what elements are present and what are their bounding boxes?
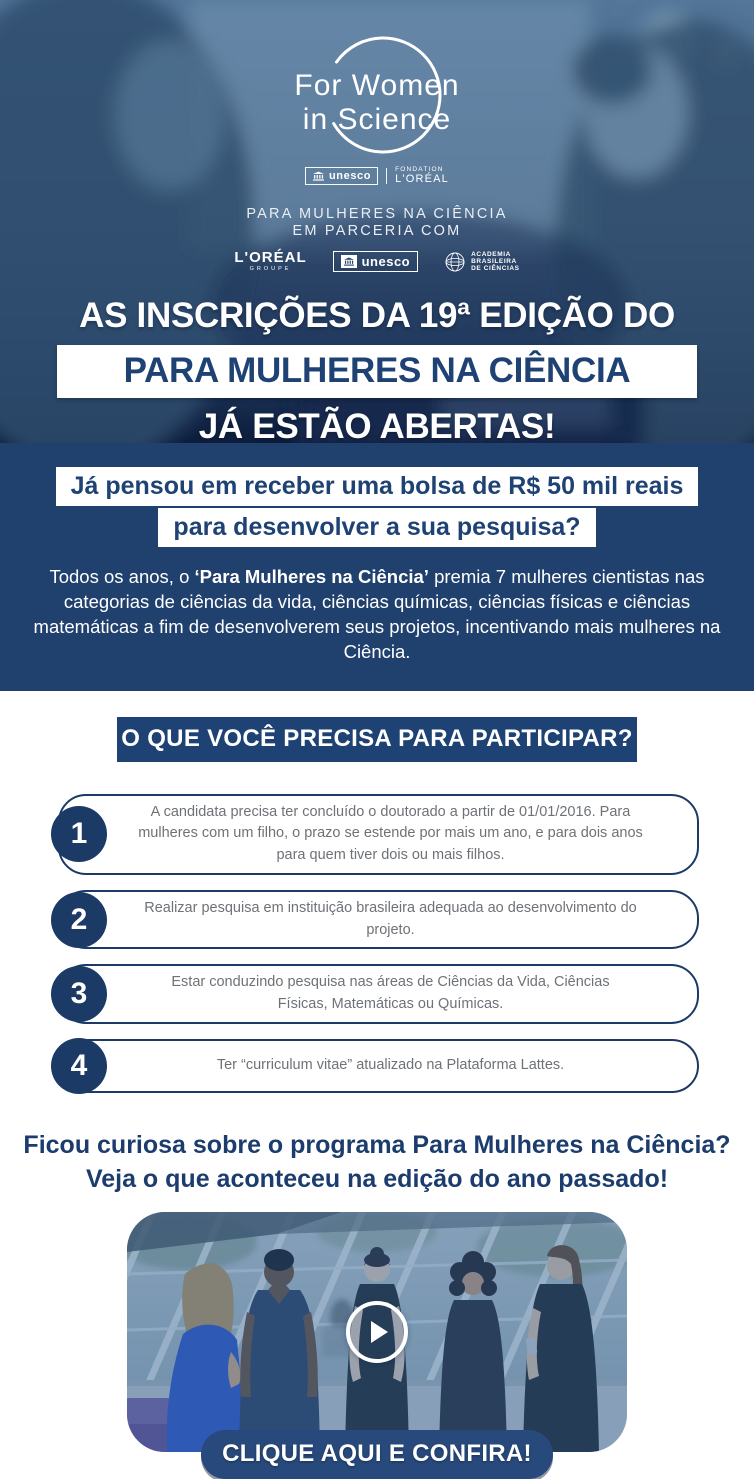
bolsa-highlight-1: Já pensou em receber uma bolsa de R$ 50 mil reais <box>56 467 699 506</box>
partnership-line2: EM PARCERIA COM <box>292 223 462 240</box>
unesco-partner-label: unesco <box>361 254 411 270</box>
academia-globe-icon <box>444 251 466 273</box>
academia-logo <box>444 251 520 273</box>
cta-button[interactable]: CLIQUE AQUI E CONFIRA! <box>201 1430 553 1479</box>
program-description: Todos os anos, o ‘Para Mulheres na Ciência’ premia 7 mulheres cientistas nas categorias de ciências da vida, ciências químicas, ciências físicas e ciências matemáticas a fim de desenvolverem seus projetos, incentivando mais mulheres na Ciência. <box>33 566 721 663</box>
requirements-list <box>0 794 754 1093</box>
logo-partners-lockup <box>0 167 754 185</box>
unesco-partner-logo <box>333 251 419 272</box>
bolsa-highlight-2: para desenvolver a sua pesquisa? <box>158 508 595 547</box>
unesco-logo <box>305 167 378 185</box>
fwis-logo-line2: in Science <box>302 103 452 136</box>
headline-line3: JÁ ESTÃO ABERTAS! <box>198 406 556 443</box>
cta-question-line2: Veja o que aconteceu na edição do ano passado! <box>85 1164 669 1193</box>
partner-logos-row <box>0 249 754 275</box>
requirement-item <box>58 890 699 950</box>
fwis-logo-line1: For Women <box>294 69 460 102</box>
unesco-building-icon <box>341 255 357 268</box>
requirement-pill <box>58 794 699 875</box>
fondation-line2: L'ORÉAL <box>395 172 450 185</box>
unesco-logo-label: unesco <box>328 170 372 183</box>
number-badge: 3 <box>51 966 107 1022</box>
partnership-title <box>0 206 754 239</box>
fondation-line1: FONDATION <box>395 166 444 173</box>
headline-highlight: PARA MULHERES NA CIÊNCIA <box>57 345 697 398</box>
number-badge: 4 <box>51 1038 107 1094</box>
requirements-banner: O QUE VOCÊ PRECISA PARA PARTICIPAR? <box>117 717 637 762</box>
requirement-text: Realizar pesquisa em instituição brasileira adequada ao desenvolvimento do projeto. <box>144 899 637 938</box>
logo-divider <box>386 168 387 184</box>
fwis-logo <box>227 33 527 161</box>
grant-offer-section <box>0 443 754 691</box>
loreal-logo-text: L'ORÉAL <box>234 249 307 267</box>
fondation-loreal-logo <box>395 167 449 185</box>
requirement-item <box>58 964 699 1024</box>
academia-logo-text: ACADEMIA BRASILEIRA DE CIÊNCIAS <box>471 250 520 273</box>
loreal-groupe-text: GROUPE <box>249 266 292 273</box>
requirement-text: Estar conduzindo pesquisa nas áreas de Ciências da Vida, Ciências Físicas, Matemáticas ou Químicas. <box>171 974 610 1013</box>
play-icon[interactable] <box>346 1301 408 1363</box>
play-triangle-icon <box>371 1321 388 1343</box>
requirement-item <box>58 794 699 875</box>
requirement-item <box>58 1039 699 1093</box>
requirement-pill <box>58 890 699 950</box>
requirement-pill <box>58 964 699 1024</box>
requirement-text: Ter “curriculum vitae” atualizado na Plataforma Lattes. <box>216 1057 565 1073</box>
cta-question-line1: Ficou curiosa sobre o programa Para Mulheres na Ciência? <box>23 1130 731 1159</box>
number-badge: 1 <box>51 806 107 862</box>
cta-question <box>0 1129 754 1197</box>
unesco-building-icon <box>312 171 325 181</box>
hero-section <box>0 0 754 443</box>
requirement-text: A candidata precisa ter concluído o doutorado a partir de 01/01/2016. Para mulheres com um filho, o prazo se estende por mais um ano, e para dois anos para quem tiver dois ou mais filhos. <box>138 803 643 864</box>
loreal-groupe-logo <box>234 250 306 273</box>
headline-line1: AS INSCRIÇÕES DA 19ª EDIÇÃO DO <box>79 295 675 335</box>
video-thumbnail[interactable] <box>127 1212 627 1452</box>
requirement-pill <box>58 1039 699 1093</box>
hero-headline <box>0 296 754 443</box>
partnership-line1: PARA MULHERES NA CIÊNCIA <box>246 206 508 223</box>
number-badge: 2 <box>51 892 107 948</box>
